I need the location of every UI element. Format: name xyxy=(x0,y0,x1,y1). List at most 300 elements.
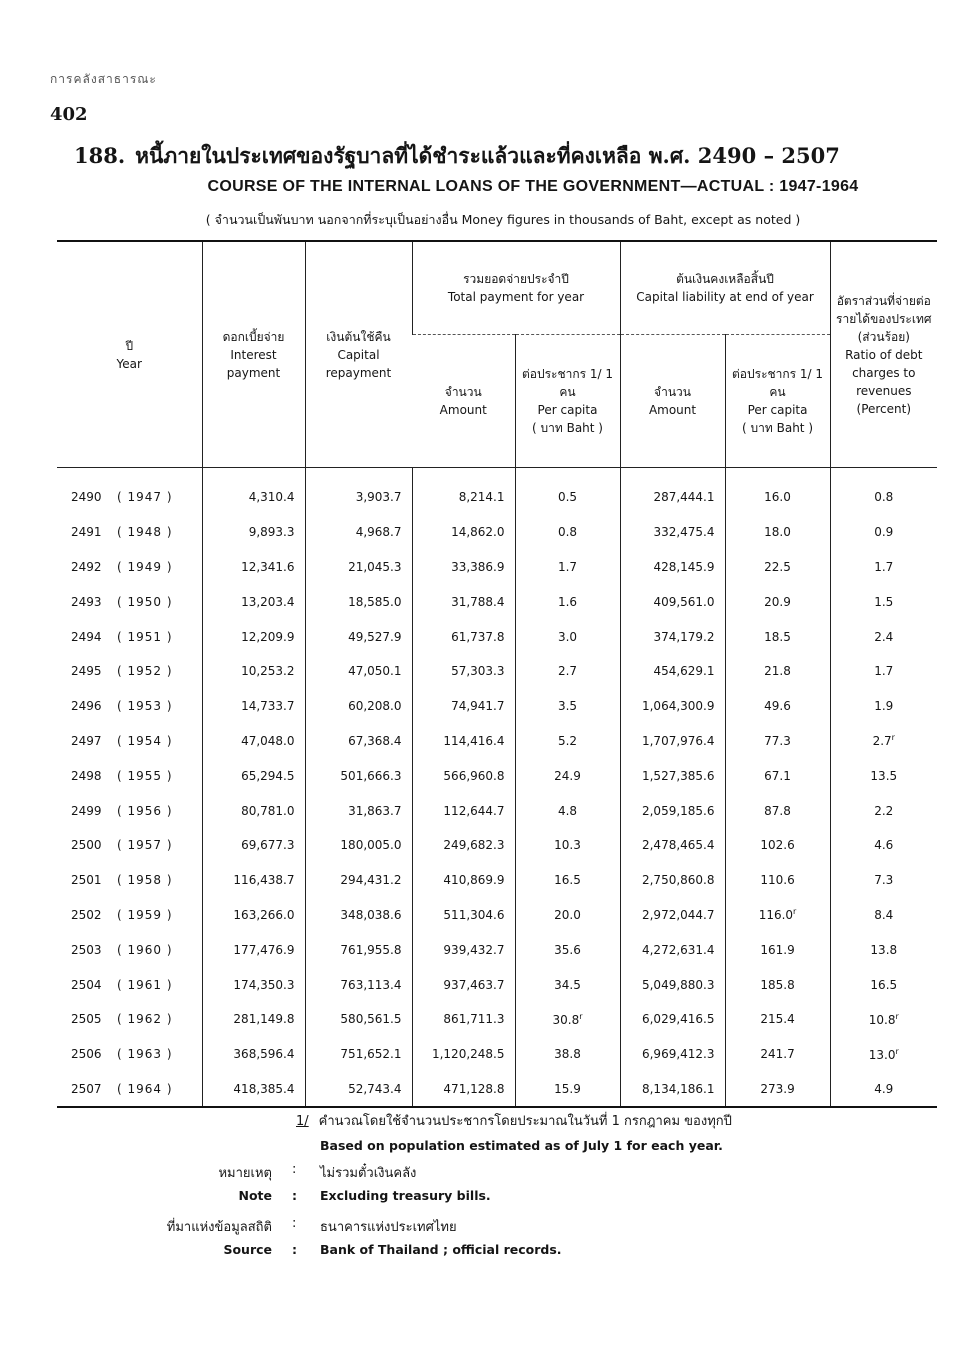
table-title-thai xyxy=(74,140,934,173)
capital-cell-value: 18,585.0 xyxy=(348,594,402,609)
liability-amount-cell xyxy=(620,550,725,585)
source-colon: : xyxy=(292,1216,297,1231)
table-row xyxy=(57,584,937,619)
capital-cell-value: 47,050.1 xyxy=(348,664,402,679)
liability-per-capita-cell-value: 77.3 xyxy=(764,733,791,748)
year-ad: ( 1961 ) xyxy=(117,977,173,992)
capital-cell xyxy=(305,724,412,759)
year-ad: ( 1963 ) xyxy=(117,1047,173,1062)
interest-cell-value: 116,438.7 xyxy=(233,873,295,888)
ratio-cell xyxy=(830,515,937,550)
total-amount-cell xyxy=(412,967,515,1002)
year-be: 2494 xyxy=(71,629,102,644)
liability-amount-cell-value: 287,444.1 xyxy=(653,490,715,505)
table-row xyxy=(57,793,937,828)
ratio-cell xyxy=(830,550,937,585)
ratio-cell xyxy=(830,468,937,515)
note-colon: : xyxy=(292,1162,297,1177)
total-amount-cell xyxy=(412,1072,515,1108)
ratio-cell xyxy=(830,689,937,724)
total-per-capita-cell xyxy=(515,898,620,933)
loans-table xyxy=(57,240,937,1108)
year-ad: ( 1959 ) xyxy=(117,907,173,922)
table-row xyxy=(57,550,937,585)
liability-amount-cell-value: 2,750,860.8 xyxy=(641,873,715,888)
total-per-capita-cell xyxy=(515,967,620,1002)
liability-amount-cell xyxy=(620,584,725,619)
ratio-cell-value: 4.6 xyxy=(874,838,894,853)
liability-per-capita-cell xyxy=(725,1002,830,1037)
header-capital-liability: ต้นเงินคงเหลือสิ้นปี Capital liability at end of year xyxy=(620,241,830,335)
total-per-capita-cell-value: 24.9 xyxy=(554,768,581,783)
interest-cell xyxy=(202,898,305,933)
liability-amount-cell xyxy=(620,724,725,759)
total-per-capita-cell-value: 2.7 xyxy=(557,664,578,679)
interest-cell xyxy=(202,515,305,550)
table-subtitle: ( จำนวนเป็นพันบาท นอกจากที่ระบุเป็นอย่างอื่น Money figures in thousands of Baht, except as noted ) xyxy=(205,212,801,227)
capital-cell-value: 294,431.2 xyxy=(340,873,402,888)
capital-cell-value: 580,561.5 xyxy=(340,1012,402,1027)
total-amount-cell-value: 471,128.8 xyxy=(443,1081,505,1096)
liability-per-capita-cell xyxy=(725,863,830,898)
capital-cell xyxy=(305,550,412,585)
total-per-capita-cell-value: 34.5 xyxy=(554,977,581,992)
total-per-capita-cell-value: 38.8 xyxy=(554,1047,581,1062)
liability-per-capita-cell xyxy=(725,468,830,515)
liability-amount-cell-value: 409,561.0 xyxy=(653,594,715,609)
liability-per-capita-cell xyxy=(725,550,830,585)
ratio-cell xyxy=(830,1037,937,1072)
interest-cell-value: 368,596.4 xyxy=(233,1047,295,1062)
year-cell xyxy=(57,619,202,654)
year-ad: ( 1952 ) xyxy=(117,664,173,679)
total-amount-cell xyxy=(412,584,515,619)
total-amount-cell-value: 61,737.8 xyxy=(451,629,505,644)
liability-amount-cell-value: 6,969,412.3 xyxy=(641,1047,715,1062)
interest-cell-value: 418,385.4 xyxy=(233,1081,295,1096)
liability-per-capita-cell-value: 21.8 xyxy=(764,664,791,679)
interest-cell-value: 47,048.0 xyxy=(241,733,295,748)
total-per-capita-cell-value: 16.5 xyxy=(554,873,581,888)
header-capital: เงินต้นใช้คืน Capital repayment xyxy=(305,241,412,468)
total-per-capita-cell-value: 4.8 xyxy=(557,803,578,818)
table-row xyxy=(57,689,937,724)
interest-cell xyxy=(202,1037,305,1072)
table-row xyxy=(57,967,937,1002)
ratio-cell xyxy=(830,967,937,1002)
liability-per-capita-cell xyxy=(725,932,830,967)
liability-amount-cell xyxy=(620,863,725,898)
year-cell xyxy=(57,515,202,550)
ratio-cell xyxy=(830,584,937,619)
liability-amount-cell-value: 2,478,465.4 xyxy=(641,838,715,853)
interest-cell-value: 177,476.9 xyxy=(233,942,295,957)
total-amount-cell xyxy=(412,758,515,793)
capital-cell-value: 52,743.4 xyxy=(348,1081,402,1096)
liability-per-capita-cell-value: 273.9 xyxy=(760,1081,795,1096)
ratio-cell-value: 16.5 xyxy=(870,977,898,992)
interest-cell xyxy=(202,654,305,689)
total-amount-cell-value: 249,682.3 xyxy=(443,838,505,853)
liability-per-capita-cell-value: 110.6 xyxy=(760,873,795,888)
year-cell xyxy=(57,967,202,1002)
year-ad: ( 1964 ) xyxy=(117,1081,173,1096)
year-be: 2490 xyxy=(71,490,102,505)
table-row xyxy=(57,863,937,898)
total-amount-cell xyxy=(412,863,515,898)
note-english: Excluding treasury bills. xyxy=(320,1188,491,1203)
capital-cell xyxy=(305,932,412,967)
header-ratio: อัตราส่วนที่จ่ายต่อรายได้ของประเทศ (ส่วนร้อย) Ratio of debt charges to revenues (Percent) xyxy=(830,241,937,468)
total-per-capita-cell xyxy=(515,619,620,654)
total-amount-cell-value: 1,120,248.5 xyxy=(431,1047,505,1062)
table-row xyxy=(57,1072,937,1108)
year-be: 2496 xyxy=(71,699,102,714)
liability-per-capita-cell-value: 49.6 xyxy=(764,699,791,714)
capital-cell xyxy=(305,967,412,1002)
year-cell xyxy=(57,654,202,689)
total-per-capita-cell-value: 10.3 xyxy=(554,838,581,853)
total-amount-cell-value: 566,960.8 xyxy=(443,768,505,783)
liability-amount-cell-value: 1,707,976.4 xyxy=(641,733,715,748)
interest-cell xyxy=(202,828,305,863)
total-amount-cell xyxy=(412,898,515,933)
liability-per-capita-cell-value: 161.9 xyxy=(760,942,795,957)
header-interest: ดอกเบี้ยจ่าย Interest payment xyxy=(202,241,305,468)
liability-amount-cell xyxy=(620,619,725,654)
revised-mark: r xyxy=(793,907,797,917)
capital-cell xyxy=(305,828,412,863)
liability-amount-cell xyxy=(620,828,725,863)
interest-cell-value: 12,209.9 xyxy=(241,629,295,644)
source-label-thai: ที่มาแห่งข้อมูลสถิติ xyxy=(166,1220,272,1235)
liability-amount-cell xyxy=(620,758,725,793)
total-amount-cell-value: 33,386.9 xyxy=(451,559,505,574)
ratio-cell xyxy=(830,758,937,793)
total-amount-cell xyxy=(412,468,515,515)
interest-cell xyxy=(202,967,305,1002)
table-row xyxy=(57,898,937,933)
year-be: 2504 xyxy=(71,977,102,992)
interest-cell xyxy=(202,550,305,585)
liability-per-capita-cell-value: 18.5 xyxy=(764,629,791,644)
year-ad: ( 1954 ) xyxy=(117,733,173,748)
liability-per-capita-cell-value: 18.0 xyxy=(764,525,791,540)
capital-cell-value: 31,863.7 xyxy=(348,803,402,818)
interest-cell xyxy=(202,1002,305,1037)
liability-per-capita-cell-value: 185.8 xyxy=(760,977,795,992)
interest-cell xyxy=(202,1072,305,1108)
year-be: 2495 xyxy=(71,664,102,679)
capital-cell-value: 67,368.4 xyxy=(348,733,402,748)
year-ad: ( 1950 ) xyxy=(117,594,173,609)
interest-cell-value: 4,310.4 xyxy=(248,490,295,505)
liability-per-capita-cell xyxy=(725,758,830,793)
year-ad: ( 1960 ) xyxy=(117,942,173,957)
interest-cell xyxy=(202,793,305,828)
ratio-cell-value: 1.5 xyxy=(874,594,894,609)
interest-cell xyxy=(202,758,305,793)
liability-amount-cell xyxy=(620,468,725,515)
year-cell xyxy=(57,932,202,967)
liability-per-capita-cell-value: 102.6 xyxy=(760,838,795,853)
liability-amount-cell xyxy=(620,1037,725,1072)
capital-cell-value: 4,968.7 xyxy=(355,525,402,540)
total-per-capita-cell-value: 35.6 xyxy=(554,942,581,957)
year-ad: ( 1956 ) xyxy=(117,803,173,818)
ratio-cell xyxy=(830,654,937,689)
capital-cell xyxy=(305,1002,412,1037)
table-row xyxy=(57,932,937,967)
total-amount-cell xyxy=(412,515,515,550)
liability-per-capita-cell xyxy=(725,967,830,1002)
interest-cell-value: 174,350.3 xyxy=(233,977,295,992)
year-cell xyxy=(57,828,202,863)
year-ad: ( 1957 ) xyxy=(117,838,173,853)
source-english: Bank of Thailand ; official records. xyxy=(320,1242,562,1257)
year-cell xyxy=(57,793,202,828)
total-per-capita-cell xyxy=(515,758,620,793)
total-amount-cell xyxy=(412,654,515,689)
total-amount-cell xyxy=(412,724,515,759)
capital-cell xyxy=(305,758,412,793)
year-be: 2501 xyxy=(71,873,102,888)
capital-cell xyxy=(305,863,412,898)
liability-per-capita-cell xyxy=(725,654,830,689)
ratio-cell-value: 13.5 xyxy=(870,768,898,783)
ratio-cell xyxy=(830,724,937,759)
ratio-cell xyxy=(830,1002,937,1037)
liability-per-capita-cell-value: 215.4 xyxy=(760,1012,795,1027)
total-per-capita-cell-value: 30.8 xyxy=(552,1012,580,1027)
liability-amount-cell-value: 428,145.9 xyxy=(653,559,715,574)
ratio-cell-value: 10.8 xyxy=(868,1012,896,1027)
liability-per-capita-cell-value: 241.7 xyxy=(760,1047,795,1062)
total-amount-cell xyxy=(412,689,515,724)
liability-per-capita-cell xyxy=(725,793,830,828)
table-row xyxy=(57,1002,937,1037)
capital-cell xyxy=(305,468,412,515)
interest-cell-value: 281,149.8 xyxy=(233,1012,295,1027)
year-cell xyxy=(57,758,202,793)
ratio-cell xyxy=(830,828,937,863)
total-per-capita-cell-value: 15.9 xyxy=(554,1081,581,1096)
ratio-cell-value: 7.3 xyxy=(874,873,894,888)
total-amount-cell-value: 410,869.9 xyxy=(443,873,505,888)
liability-per-capita-cell xyxy=(725,619,830,654)
capital-cell xyxy=(305,654,412,689)
year-cell xyxy=(57,584,202,619)
ratio-cell xyxy=(830,793,937,828)
capital-cell xyxy=(305,689,412,724)
total-per-capita-cell xyxy=(515,1072,620,1108)
liability-per-capita-cell-value: 87.8 xyxy=(764,803,791,818)
source-colon-english: : xyxy=(292,1242,297,1257)
interest-cell-value: 14,733.7 xyxy=(241,699,295,714)
total-amount-cell xyxy=(412,1037,515,1072)
interest-cell xyxy=(202,932,305,967)
header-year: ปี Year xyxy=(57,241,202,468)
revised-mark: r xyxy=(891,733,895,743)
table-row xyxy=(57,758,937,793)
year-cell xyxy=(57,898,202,933)
total-per-capita-cell xyxy=(515,584,620,619)
liability-per-capita-cell xyxy=(725,584,830,619)
year-be: 2499 xyxy=(71,803,102,818)
table-number: 188. xyxy=(74,143,126,168)
capital-cell xyxy=(305,1072,412,1108)
note-label-english: Note xyxy=(238,1188,272,1203)
total-amount-cell-value: 8,214.1 xyxy=(458,490,505,505)
liability-amount-cell-value: 2,972,044.7 xyxy=(641,907,715,922)
total-amount-cell-value: 112,644.7 xyxy=(443,803,505,818)
title-thai-text: หนี้ภายในประเทศของรัฐบาลที่ได้ชำระแล้วและที่คงเหลือ พ.ศ. 2490 – 2507 xyxy=(135,143,840,168)
liability-per-capita-cell xyxy=(725,689,830,724)
capital-cell-value: 751,652.1 xyxy=(340,1047,402,1062)
total-per-capita-cell xyxy=(515,863,620,898)
year-ad: ( 1951 ) xyxy=(117,629,173,644)
capital-cell-value: 60,208.0 xyxy=(348,699,402,714)
year-be: 2502 xyxy=(71,907,102,922)
interest-cell-value: 69,677.3 xyxy=(241,838,295,853)
year-cell xyxy=(57,863,202,898)
total-amount-cell xyxy=(412,550,515,585)
table-title-english: COURSE OF THE INTERNAL LOANS OF THE GOVERNMENT—ACTUAL : 1947-1964 xyxy=(207,178,859,195)
ratio-cell-value: 2.7 xyxy=(872,734,892,749)
ratio-cell xyxy=(830,898,937,933)
year-ad: ( 1947 ) xyxy=(117,490,173,505)
total-per-capita-cell xyxy=(515,828,620,863)
liability-per-capita-cell-value: 67.1 xyxy=(764,768,791,783)
total-per-capita-cell-value: 0.5 xyxy=(557,490,578,505)
year-be: 2507 xyxy=(71,1081,102,1096)
liability-per-capita-cell-value: 16.0 xyxy=(764,490,791,505)
liability-amount-cell xyxy=(620,654,725,689)
header-liability-amount: จำนวน Amount xyxy=(620,335,725,468)
total-amount-cell-value: 114,416.4 xyxy=(443,733,505,748)
total-per-capita-cell-value: 0.8 xyxy=(557,525,578,540)
interest-cell-value: 9,893.3 xyxy=(248,525,295,540)
ratio-cell xyxy=(830,863,937,898)
interest-cell xyxy=(202,468,305,515)
year-be: 2505 xyxy=(71,1012,102,1027)
total-amount-cell-value: 861,711.3 xyxy=(443,1012,505,1027)
source-label-english: Source xyxy=(223,1242,272,1257)
interest-cell xyxy=(202,584,305,619)
capital-cell xyxy=(305,898,412,933)
total-amount-cell-value: 937,463.7 xyxy=(443,977,505,992)
total-per-capita-cell xyxy=(515,689,620,724)
total-amount-cell-value: 74,941.7 xyxy=(451,699,505,714)
total-amount-cell xyxy=(412,1002,515,1037)
liability-amount-cell xyxy=(620,1002,725,1037)
ratio-cell-value: 1.7 xyxy=(874,559,894,574)
year-be: 2497 xyxy=(71,733,102,748)
total-per-capita-cell xyxy=(515,654,620,689)
liability-amount-cell-value: 4,272,631.4 xyxy=(641,942,715,957)
year-ad: ( 1958 ) xyxy=(117,873,173,888)
year-cell xyxy=(57,1037,202,1072)
year-be: 2492 xyxy=(71,559,102,574)
ratio-cell-value: 13.8 xyxy=(870,942,898,957)
table-row xyxy=(57,468,937,515)
liability-amount-cell-value: 1,064,300.9 xyxy=(641,699,715,714)
table-row xyxy=(57,724,937,759)
ratio-cell-value: 8.4 xyxy=(874,907,894,922)
capital-cell-value: 501,666.3 xyxy=(340,768,402,783)
liability-per-capita-cell-value: 22.5 xyxy=(764,559,791,574)
total-per-capita-cell xyxy=(515,932,620,967)
interest-cell xyxy=(202,863,305,898)
year-ad: ( 1962 ) xyxy=(117,1012,173,1027)
year-cell xyxy=(57,1002,202,1037)
ratio-cell-value: 2.4 xyxy=(874,629,894,644)
liability-per-capita-cell-value: 20.9 xyxy=(764,594,791,609)
interest-cell-value: 163,266.0 xyxy=(233,907,295,922)
capital-cell xyxy=(305,619,412,654)
interest-cell xyxy=(202,724,305,759)
total-per-capita-cell-value: 3.0 xyxy=(557,629,578,644)
total-amount-cell xyxy=(412,619,515,654)
liability-per-capita-cell xyxy=(725,1037,830,1072)
liability-amount-cell-value: 1,527,385.6 xyxy=(641,768,715,783)
header-liability-per-capita: ต่อประชากร 1/ 1 คน Per capita ( บาท Baht ) xyxy=(725,335,830,468)
liability-per-capita-cell xyxy=(725,1072,830,1108)
total-amount-cell-value: 939,432.7 xyxy=(443,942,505,957)
year-cell xyxy=(57,1072,202,1108)
total-per-capita-cell xyxy=(515,468,620,515)
capital-cell-value: 348,038.6 xyxy=(340,907,402,922)
year-be: 2503 xyxy=(71,942,102,957)
liability-amount-cell-value: 374,179.2 xyxy=(653,629,715,644)
year-be: 2500 xyxy=(71,838,102,853)
year-ad: ( 1949 ) xyxy=(117,559,173,574)
interest-cell-value: 13,203.4 xyxy=(241,594,295,609)
footnote-thai-text: คำนวณโดยใช้จำนวนประชากรโดยประมาณในวันที่ 1 กรกฎาคม ของทุกปี xyxy=(318,1114,732,1129)
year-ad: ( 1948 ) xyxy=(117,525,173,540)
liability-amount-cell-value: 8,134,186.1 xyxy=(641,1081,715,1096)
total-per-capita-cell xyxy=(515,550,620,585)
ratio-cell-value: 2.2 xyxy=(874,803,894,818)
footnote-mark: 1/ xyxy=(296,1114,309,1129)
ratio-cell-value: 0.8 xyxy=(874,490,894,505)
year-ad: ( 1953 ) xyxy=(117,699,173,714)
total-per-capita-cell-value: 1.7 xyxy=(557,559,578,574)
ratio-cell xyxy=(830,1072,937,1108)
table-row xyxy=(57,1037,937,1072)
capital-cell-value: 761,955.8 xyxy=(340,942,402,957)
liability-amount-cell-value: 332,475.4 xyxy=(653,525,715,540)
year-cell xyxy=(57,689,202,724)
ratio-cell-value: 1.7 xyxy=(874,664,894,679)
ratio-cell-value: 4.9 xyxy=(874,1081,894,1096)
liability-per-capita-cell xyxy=(725,898,830,933)
year-cell xyxy=(57,468,202,515)
year-be: 2491 xyxy=(71,525,102,540)
year-be: 2506 xyxy=(71,1047,102,1062)
interest-cell xyxy=(202,689,305,724)
revised-mark: r xyxy=(895,1046,899,1056)
liability-per-capita-cell xyxy=(725,828,830,863)
ratio-cell xyxy=(830,932,937,967)
total-amount-cell xyxy=(412,932,515,967)
running-head: การคลังสาธารณะ xyxy=(50,72,157,86)
footnote-english: Based on population estimated as of July 1 for each year. xyxy=(320,1138,723,1153)
liability-amount-cell-value: 454,629.1 xyxy=(653,664,715,679)
source-thai: ธนาคารแห่งประเทศไทย xyxy=(320,1220,457,1235)
table-row xyxy=(57,654,937,689)
liability-per-capita-cell xyxy=(725,515,830,550)
